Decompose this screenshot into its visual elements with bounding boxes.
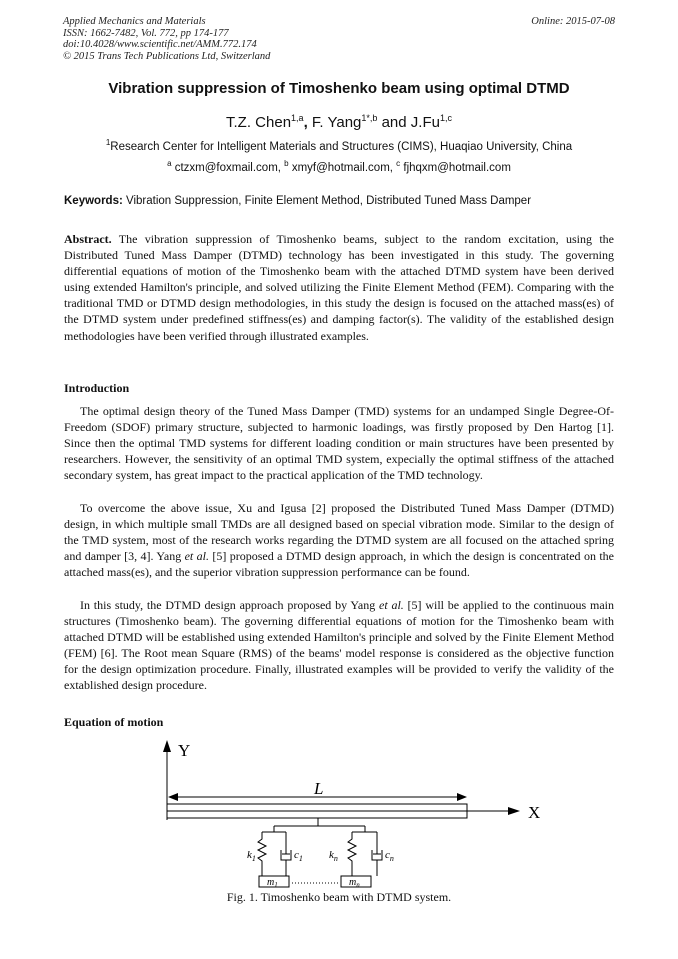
spring-k1-icon [258,832,266,876]
keywords [64,195,624,207]
author-name: J.Fu [410,114,440,131]
affiliation-superscript: 1 [105,138,111,147]
email-address[interactable]: fjhqxm@hotmail.com [403,161,511,174]
email-address[interactable]: xmyf@hotmail.com, [291,161,397,174]
paragraph-text: In this study, the DTMD design approach proposed by Yang [80,598,379,612]
x-axis-arrow [508,807,520,815]
author-superscript: 1,c [439,113,452,123]
figure-caption: Fig. 1. Timoshenko beam with DTMD system. [226,890,452,904]
issn-line: ISSN: 1662-7482, Vol. 772, pp 174-177 [63,27,229,39]
online-date: Online: 2015-07-08 [531,16,615,27]
abstract-label: Abstract. [64,232,112,246]
paragraph-text: [5] will be applied to the continuous main structures (Timoshenko beam). The governing differential equations of motion for the Timoshenko beam with attached DTMD will be established using extended Hamilton's principle and solved by the Finite Element Method (FEM) [6]. The Root mean Square (RMS) of the beams' model response is considered as the objective function for the design optimization procedure. Finally, illustrated examples will be provided to verify the validity of the extablished design procedure. [64,598,614,693]
paper-title: Vibration suppression of Timoshenko beam using optimal DTMD [108,80,570,97]
author-line [0,113,678,131]
author-separator: , [303,114,312,131]
keywords-label: Keywords: [64,195,123,207]
beam-dtmd-figure [140,736,560,891]
cn-label: $c_n$ [385,849,394,863]
affiliation [0,138,678,153]
author-name: F. Yang [311,114,362,131]
copyright-line: © 2015 Trans Tech Publications Ltd, Switzerland [63,50,271,62]
paragraph-text: The optimal design theory of the Tuned Mass Damper (TMD) systems for an undamped Single Degree-Of-Freedom (SDOF) primary structure, subjected to harmonic loadings, was firstly proposed by Den Hartog [1]. Since then the optimal TMD systems for different loading condition or main structures have been presented by researchers. However, the sensitivity of an optimal TMD system, expecially the optimal stiffness of the attached secondary system, has great impact to the practical application of the TMD technology. [64,404,614,483]
email-address[interactable]: ctzxm@foxmail.com, [174,161,285,174]
et-al: et al. [379,598,404,612]
email-line [0,159,678,174]
c1-label: $c_1$ [294,849,303,863]
section-heading-equation-of-motion: Equation of motion [64,715,164,729]
length-arrow-right [457,793,467,801]
length-arrow-left [168,793,178,801]
et-al: et al. [184,549,209,564]
abstract [64,231,614,344]
mn-label: $m_n$ [349,877,360,889]
paragraph-text: [5] proposed a DTMD design approach, in which the design is concentrated on the attached mass(es), and the superior vibration suppression performance can be found. [64,549,614,580]
email-superscript: c [396,159,401,168]
affiliation-text: Research Center for Intelligent Materials and Structures (CIMS), Huaqiao University, China [110,140,573,153]
spring-kn-icon [348,832,356,876]
y-axis-label: Y [178,741,191,760]
email-superscript: a [167,159,172,168]
doi-line[interactable]: doi:10.4028/www.scientific.net/AMM.772.174 [63,39,257,50]
author-name: T.Z. Chen [226,114,292,131]
author-superscript: 1*,b [361,113,378,123]
section-heading-introduction: Introduction [64,381,130,395]
journal-header [63,16,270,62]
m1-label: $m_1$ [267,877,278,889]
author-separator: and [377,114,411,131]
length-label: L [314,779,324,798]
author-superscript: 1,a [291,113,304,123]
intro-paragraph [64,597,614,694]
x-axis-label: X [528,803,541,822]
email-superscript: b [284,159,289,168]
y-axis-arrow [163,740,171,752]
keywords-text: Vibration Suppression, Finite Element Method, Distributed Tuned Mass Damper [122,195,532,207]
kn-label: $k_n$ [329,849,338,863]
abstract-text: The vibration suppression of Timoshenko beams, subject to the random excitation, using the Distributed Tuned Mass Damper (DTMD) technology has been investigated in this study. The governing differential equations of motion of the Timoshenko beam with the attached DTMD system have been derived using extended Hamilton's principle, and solved utilizing the Finite Element Method (FEM). Comparing with the traditional TMD or DTMD design methodologies, in this study the design is focused on the attached mass(es) of the DTMD system under predefined stiffness(es) and damping factor(s). The validity of the established design methodologies have been verified through illustrated examples. [64,232,614,343]
k1-label: $k_1$ [247,849,256,863]
intro-paragraph [64,500,614,580]
intro-paragraph [64,403,614,483]
journal-name: Applied Mechanics and Materials [63,16,206,27]
paragraph-text: To overcome the above issue, Xu and Igusa [2] proposed the Distributed Tuned Mass Damper (DTMD) design, in which multiple small TMDs are all designed based on special vibration mode. Similar to the design of the TMD system, most of the research works regarding the DTMD system are all focused on the attached spring and damper [3, 4]. Yang [64,501,614,564]
